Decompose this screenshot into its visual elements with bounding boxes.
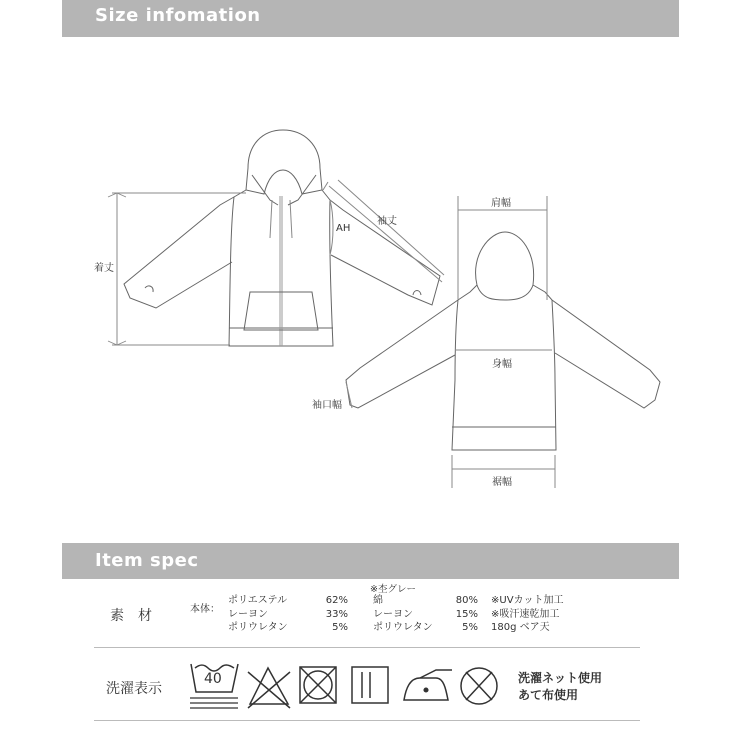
length-label: 着丈 [94,263,114,274]
divider-top [94,647,640,648]
variant-note: ※杢グレー [370,584,416,595]
cuff-width-label: 袖口幅 [312,400,342,411]
care-notes [518,670,602,704]
main-material-names [228,594,288,635]
feature-list [491,594,563,635]
front-hoodie-drawing [124,130,440,346]
main-pct-2: 33% [325,608,348,620]
variant-material-pcts [452,594,478,635]
iron-low-icon [404,670,452,700]
main-material-3: ポリウレタン [228,622,288,633]
line-dry-icon [352,667,388,703]
no-bleach-icon [248,668,290,708]
feature-uv: ※UVカット加工 [491,595,564,606]
main-material-pcts [322,594,348,635]
care-note-cloth: あて布使用 [518,688,579,702]
variant-material-2: レーヨン [373,608,413,620]
sleeve-length-label: 袖丈 [377,216,397,227]
main-pct-1: 62% [325,595,348,606]
wash-temp-text: 40 [204,671,222,687]
hem-width-label: 裾幅 [492,477,512,488]
armhole-label: AH [336,223,351,234]
variant-material-1: 綿 [373,595,383,606]
care-note-net: 洗濯ネット使用 [518,671,603,685]
variant-pct-3: 5% [462,622,478,633]
body-label: 本体： [190,604,220,615]
item-spec-title: Item spec [95,550,199,571]
no-tumble-dry-icon [300,667,336,703]
main-material-2: レーヨン [228,608,268,620]
divider-bottom [94,720,640,721]
variant-material-3: ポリウレタン [373,622,433,633]
main-material-1: ポリエステル [228,595,288,606]
back-hoodie-drawing [346,232,660,450]
feature-quick-dry: ※吸汗速乾加工 [491,608,560,620]
feature-fabric: 180g ベア天 [491,622,550,633]
care-label: 洗濯表示 [106,681,162,697]
item-spec-header [62,543,679,579]
shoulder-width-label: 肩幅 [491,198,511,209]
variant-pct-1: 80% [455,595,478,606]
variant-pct-2: 15% [455,608,478,620]
variant-material-names [373,594,433,635]
size-info-title: Size infomation [95,5,261,26]
no-dry-clean-icon [461,668,497,704]
chest-width-label: 身幅 [492,359,512,370]
material-label: 素 材 [110,608,152,624]
dimension-lines [108,180,555,488]
main-pct-3: 5% [332,622,348,633]
